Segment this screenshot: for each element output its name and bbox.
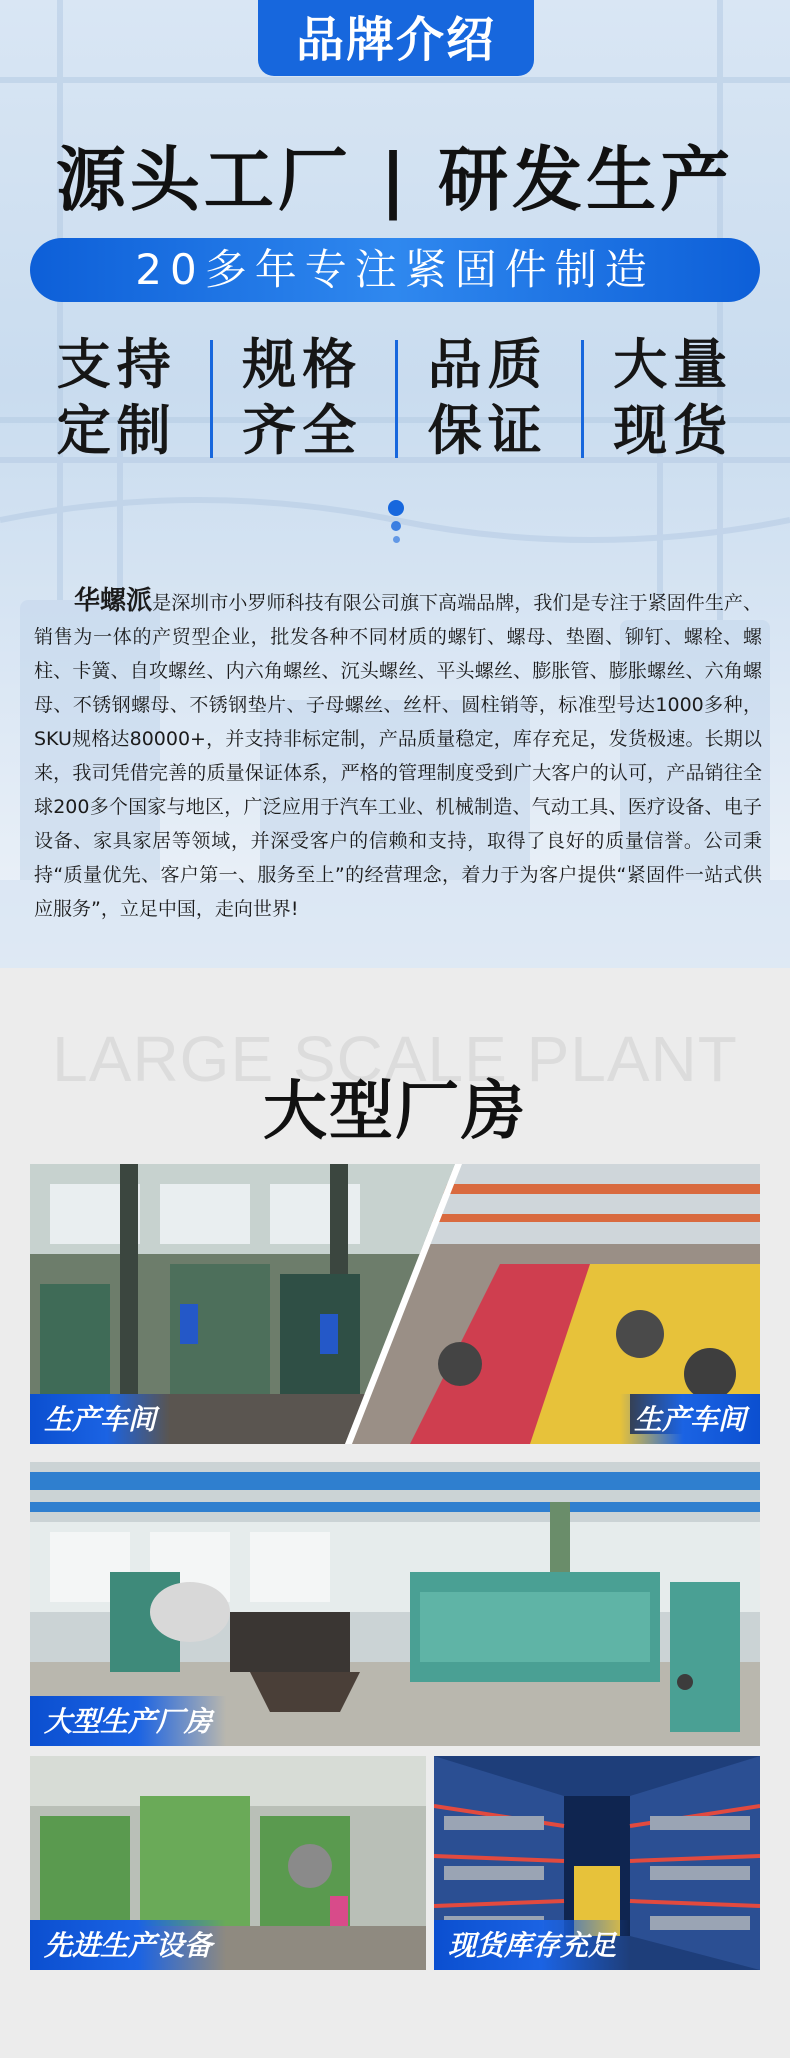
intro-text: 是深圳市小罗师科技有限公司旗下高端品牌，我们是专注于紧固件生产、销售为一体的产贸型企业，批发各种不同材质的螺钉、螺母、垫圈、铆钉、螺栓、螺柱、卡簧、自攻螺丝、内六角螺丝、沉头螺丝、平头螺丝、膨胀管、膨胀螺丝、六角螺母、不锈钢螺母、不锈钢垫片、子母螺丝、丝杆、圆柱销等，标准型号达1000多种，SKU规格达80000+，并支持非标定制，产品质量稳定，库存充足，发货极速。长期以来，我司凭借完善的质量保证体系，严格的管理制度受到广大客户的认可，产品销往全球200多个国家与地区，广泛应用于汽车工业、机械制造、气动工具、医疗设备、电子设备、家具家居等领域，并深受客户的信赖和支持，取得了良好的质量信誉。公司秉持“质量优先、客户第一、服务至上”的经营理念，着力于为客户提供“紧固件一站式供应服务”，立足中国，走向世界!: [34, 592, 762, 920]
caption-workshop-left: 生产车间: [30, 1394, 170, 1444]
feature-line: 定制: [56, 399, 177, 462]
caption-workshop-right: 生产车间: [620, 1394, 760, 1444]
company-intro-paragraph: [34, 584, 762, 926]
headline: 源头工厂 | 研发生产: [55, 139, 735, 221]
feature-row: [24, 334, 766, 462]
feature-item: [24, 334, 210, 462]
feature-item: [581, 334, 767, 462]
decorative-dots: [388, 500, 404, 548]
feature-line: 规格: [242, 333, 363, 396]
feature-line: 品质: [427, 333, 548, 396]
brand-intro-badge: 品牌介绍: [258, 0, 534, 76]
caption-equipment: 先进生产设备: [30, 1920, 226, 1970]
equipment-photo: [30, 1756, 426, 1970]
feature-line: 齐全: [242, 399, 363, 462]
stock-photo: [434, 1756, 760, 1970]
workshop-photo: [30, 1164, 760, 1444]
section-title: 大型厂房: [263, 1075, 527, 1149]
ghost-title: LARGE SCALE PLANT: [52, 1023, 738, 1095]
caption-stock: 现货库存充足: [434, 1920, 630, 1970]
tagline-pill: 20多年专注紧固件制造: [30, 238, 760, 302]
brand-name: 华螺派: [74, 586, 153, 616]
feature-line: 现货: [613, 399, 734, 462]
feature-line: 大量: [613, 333, 734, 396]
large-plant-photo: [30, 1462, 760, 1746]
feature-line: 保证: [427, 399, 548, 462]
caption-large-plant: 大型生产厂房: [30, 1696, 226, 1746]
feature-line: 支持: [56, 333, 177, 396]
feature-item: [395, 334, 581, 462]
feature-item: [210, 334, 396, 462]
brand-intro-section: [0, 0, 790, 968]
